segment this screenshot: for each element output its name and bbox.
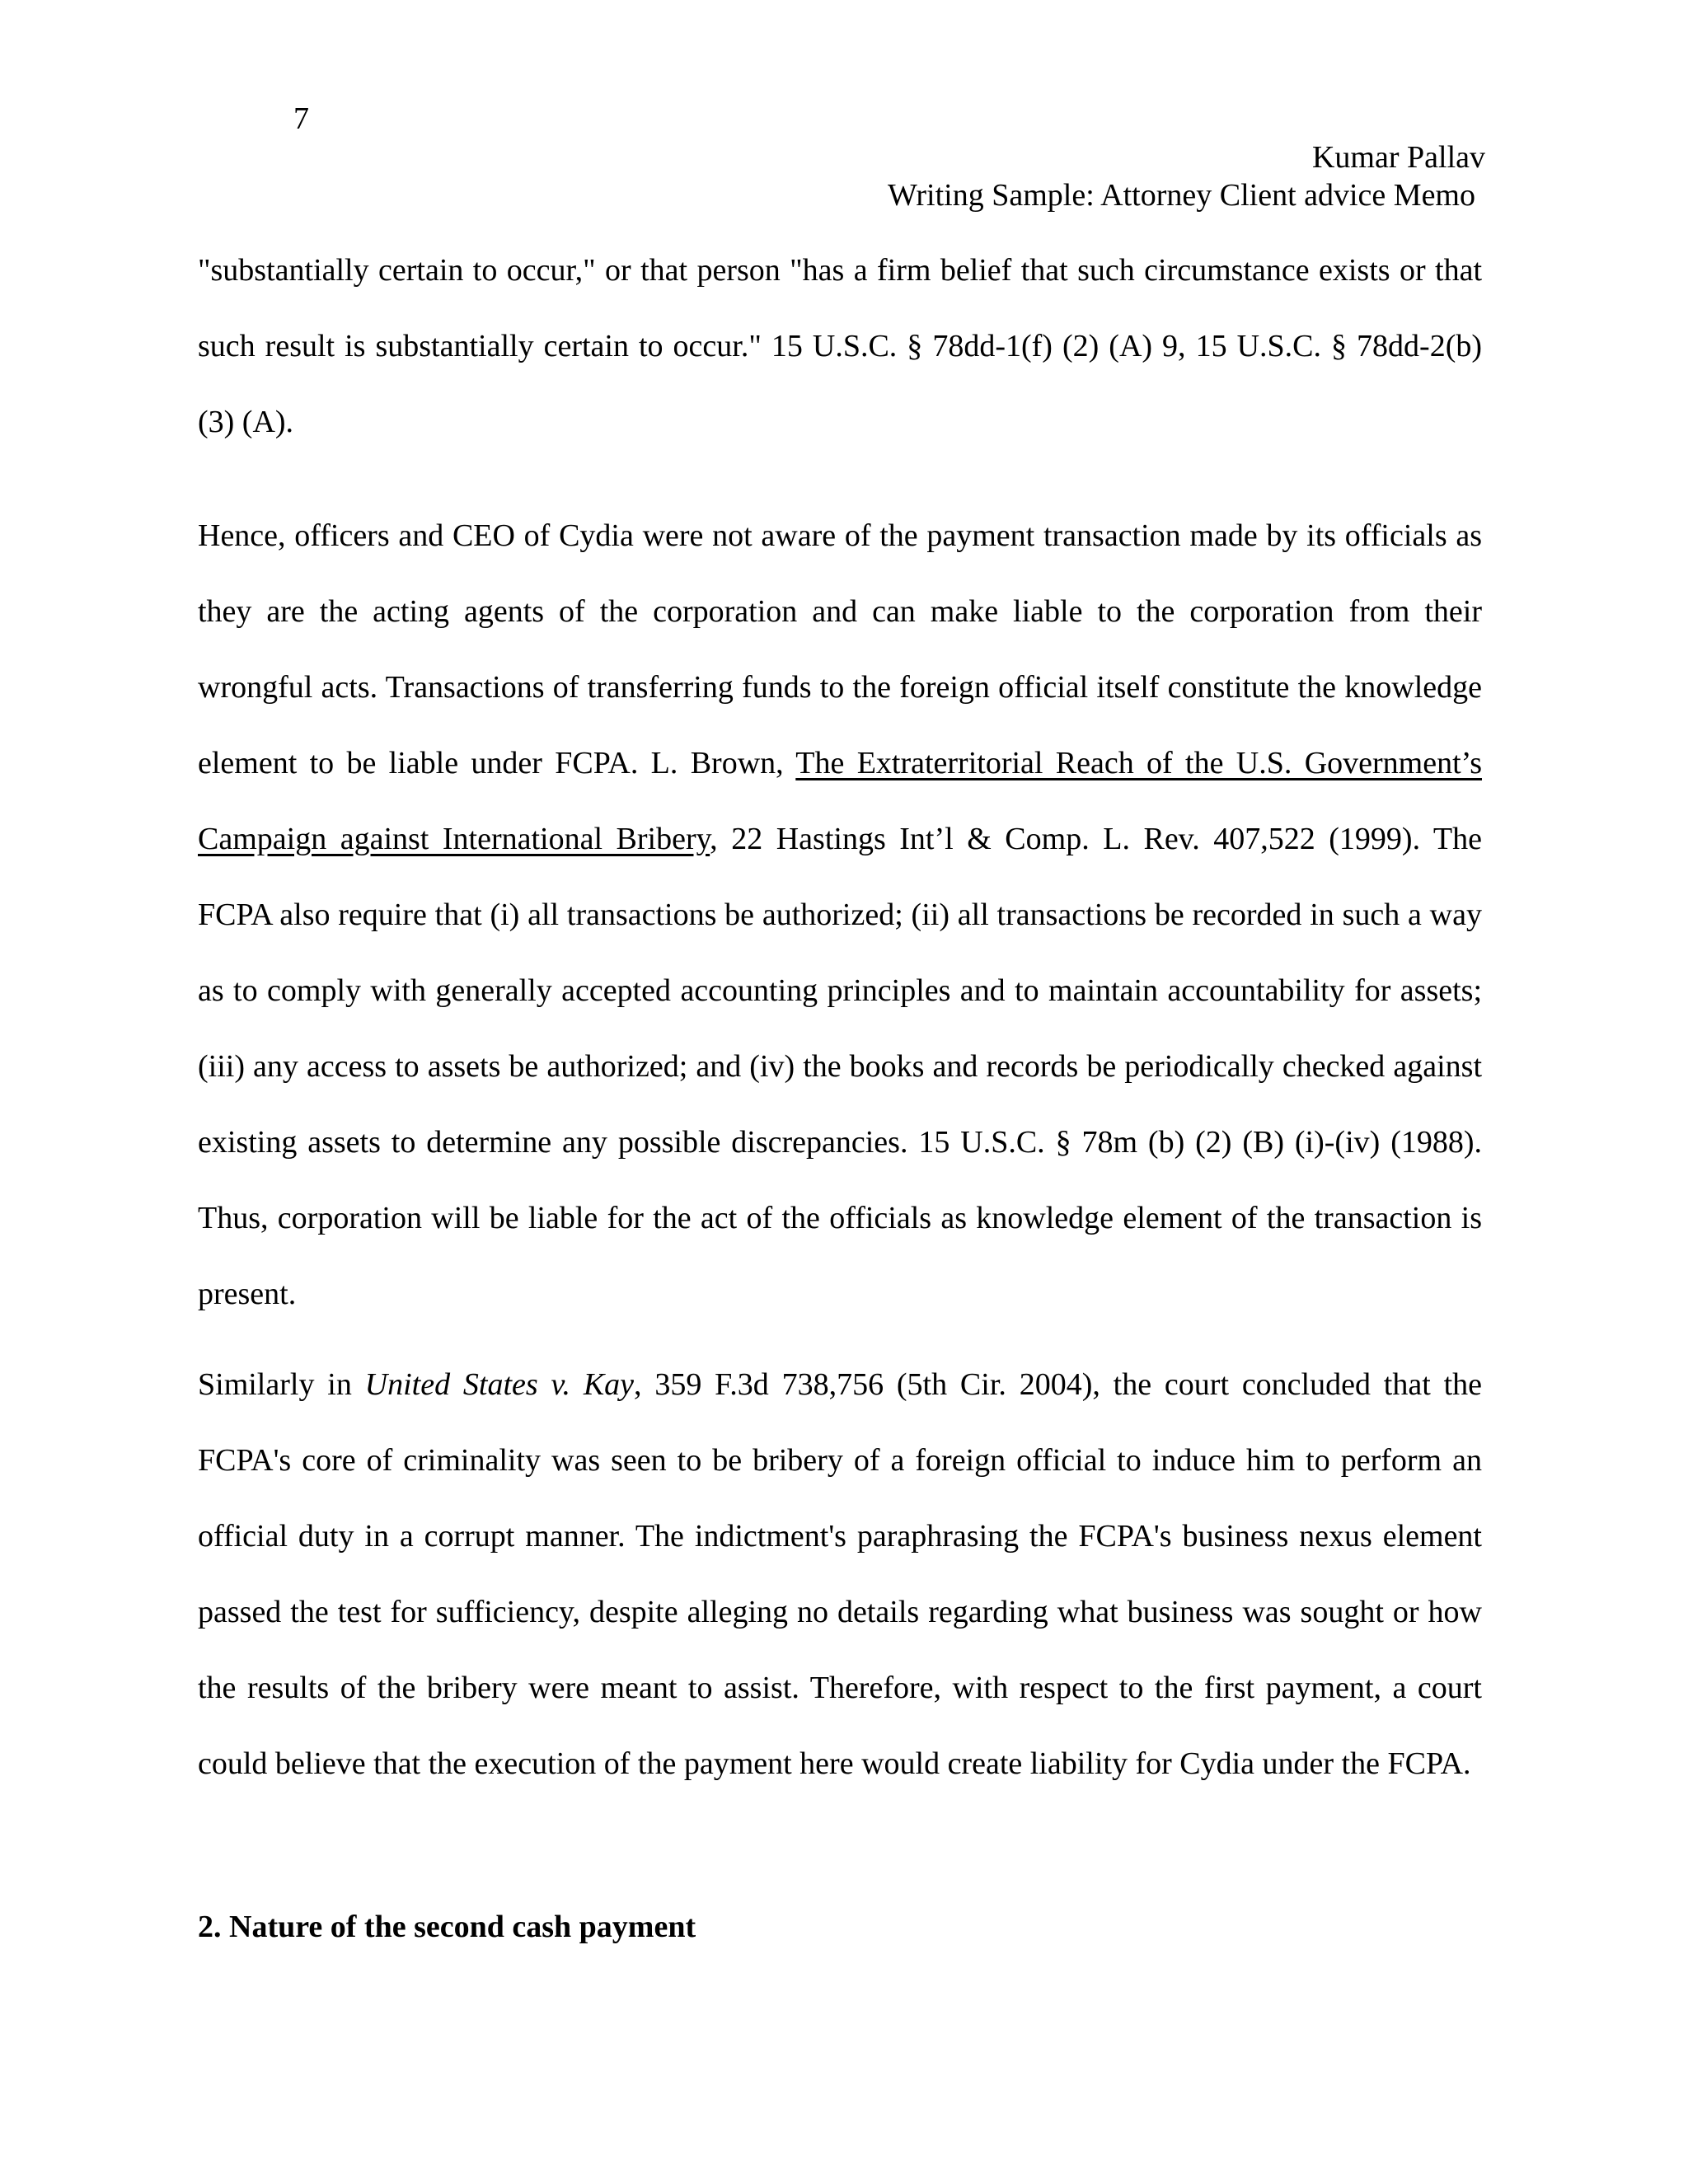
p2-text-after-citation: , 22 Hastings Int’l & Comp. L. Rev. 407,522 (1999). The FCPA also require that (i) all transactions be authorized; (ii) all transactions be recorded in such a way as to comply with generally accepted accounting principles and to maintain accountability for assets; (iii) any access to assets be authorized; and (iv) the books and records be periodically checked against existing assets to determine any possible discrepancies. 15 U.S.C. § 78m (b) (2) (B) (i)-(iv) (1988). Thus, corporation will be liable for the act of the officials as knowledge element of the transaction is present. [198,822,1483,1311]
article-title-citation: The Extraterritorial Reach of the U.S. Government’s Campaign against International Bribery [198,746,1482,856]
paragraph-knowledge-element [198,498,1482,1332]
running-header [888,138,1485,214]
section-heading: 2. Nature of the second cash payment [198,1910,696,1944]
paragraph-kay-case [198,1347,1482,1802]
paragraph-statutory-definition: "substantially certain to occur," or that person "has a firm belief that such circumstance exists or that such result is substantially certain to occur." 15 U.S.C. § 78dd-1(f) (2) (A) 9, 15 U.S.C. § 78dd-2(b) (3) (A). [198,253,1482,439]
p3-text-after-case: , 359 F.3d 738,756 (5th Cir. 2004), the court concluded that the FCPA's core of criminality was seen to be bribery of a foreign official to induce him to perform an official duty in a corrupt manner. The indictment's paraphrasing the FCPA's business nexus element passed the test for sufficiency, despite alleging no details regarding what business was sought or how the results of the bribery were meant to assist. Therefore, with respect to the first payment, a court could believe that the execution of the payment here would create liability for Cydia under the FCPA. [198,1367,1483,1781]
p2-text-before-citation: Hence, officers and CEO of Cydia were not aware of the payment transaction made by its officials as they are the acting agents of the corporation and can make liable to the corporation from their wrongful acts. Transactions of transferring funds to the foreign official itself constitute the knowledge element to be liable under FCPA. L. Brown, [198,518,1482,780]
p3-text-before-case: Similarly in [198,1367,365,1402]
header-subtitle: Writing Sample: Attorney Client advice Memo [888,178,1475,213]
page-number: 7 [293,101,309,136]
case-name: United States v. Kay [364,1367,635,1402]
header-author: Kumar Pallav [1311,140,1485,175]
